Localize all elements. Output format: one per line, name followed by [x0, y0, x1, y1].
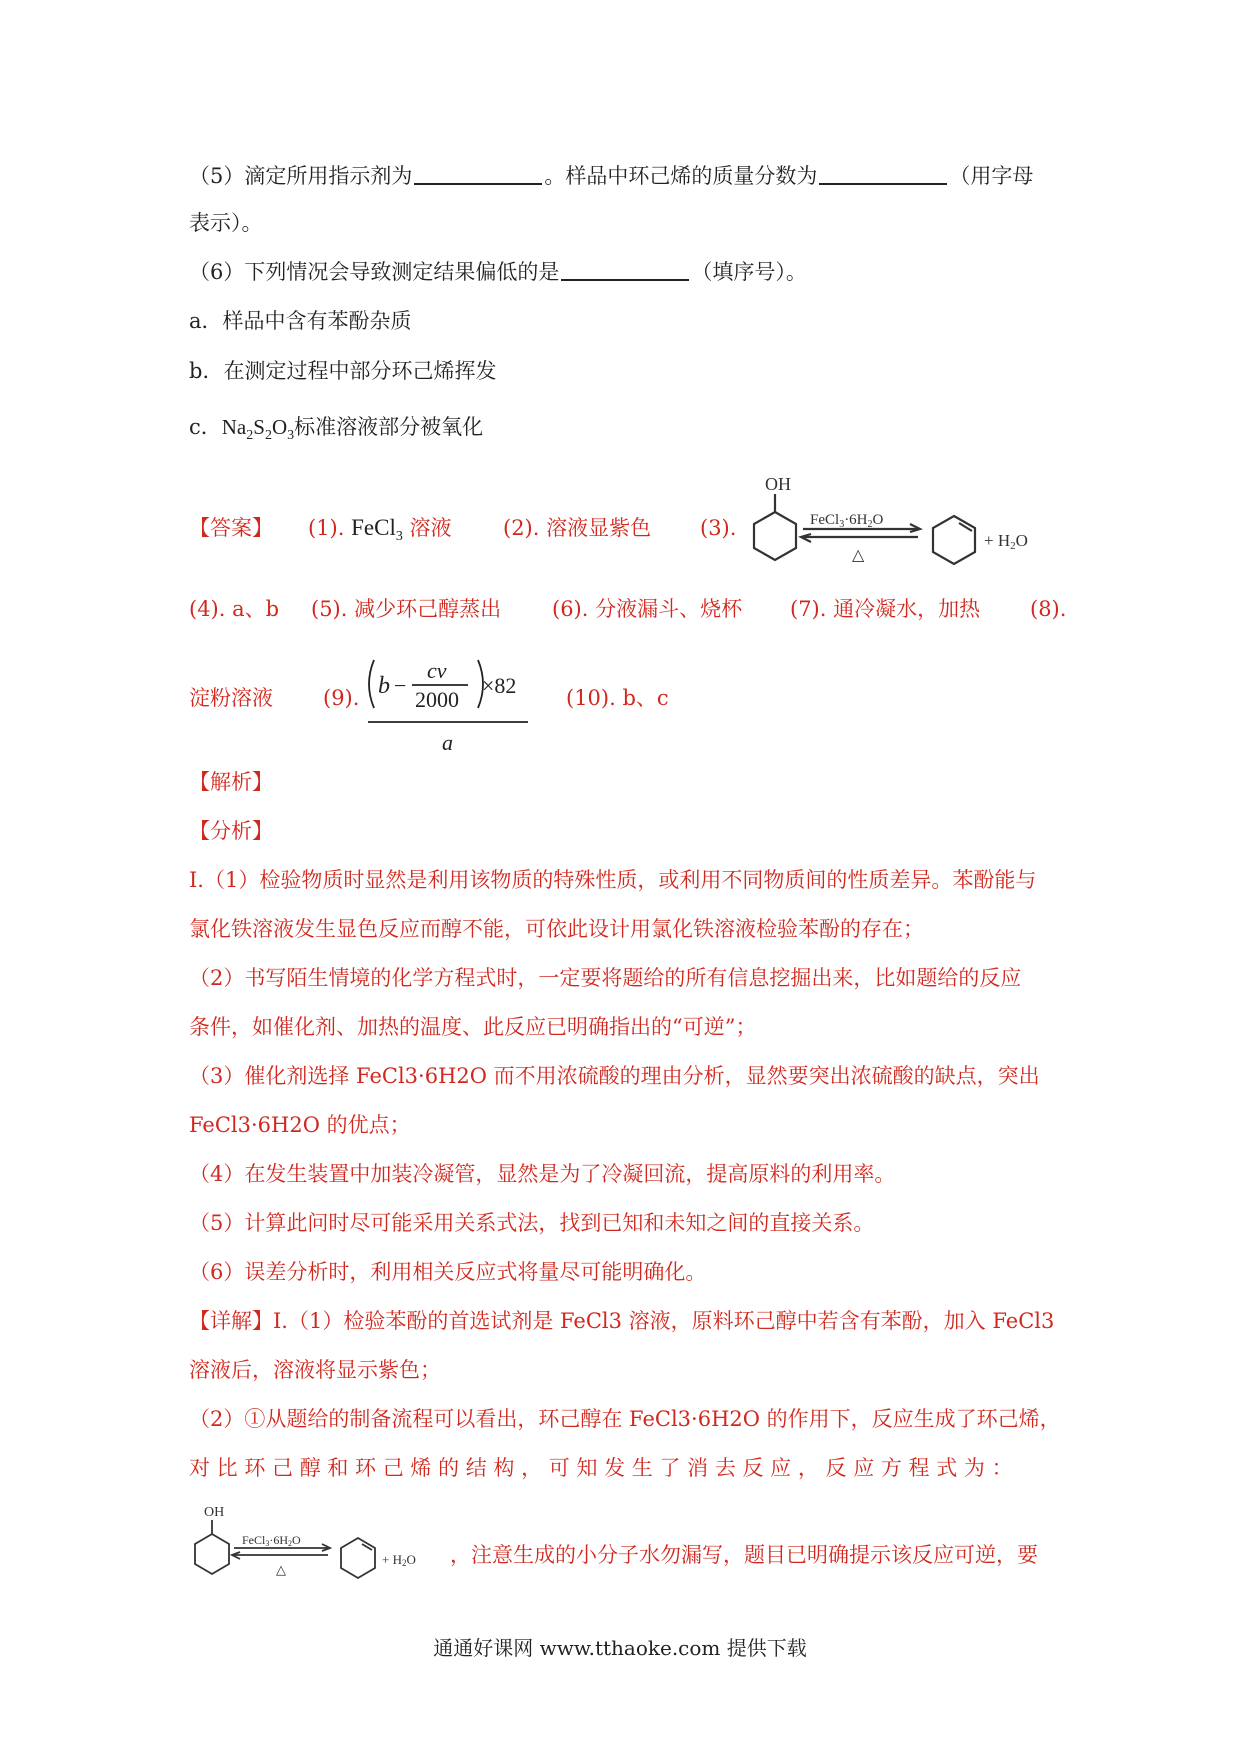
page-footer: 通通好课网 www.tthaoke.com 提供下载 [433, 1636, 807, 1660]
answer-6: (6). 分液漏斗、烧杯 [552, 597, 743, 621]
answer-8-num: (8). [1030, 597, 1067, 621]
analysis-line-5: （3）催化剂选择 FeCl3·6H2O 而不用浓硫酸的理由分析，显然要突出浓硫酸的缺点，突出 [189, 1064, 1040, 1088]
question-6 [189, 258, 807, 286]
answer-label: 【答案】 [189, 516, 273, 540]
detail-line-5: ，注意生成的小分子水勿漏写，题目已明确提示该反应可逆，要 [450, 1543, 1038, 1567]
detail-line-4: 对 比 环 己 醇 和 环 己 烯 的 结 构 ， 可 知 发 生 了 消 去 反 应 ， 反 应 方 程 式 为 ： [189, 1456, 1013, 1480]
catalyst-label: $FeCl_3\cdot 6H_2O$ [810, 512, 884, 530]
mass-fraction-formula [362, 650, 537, 760]
q6-text-2: （填序号）。 [691, 260, 807, 284]
analysis-line-2: 氯化铁溶液发生显色反应而醇不能，可依此设计用氯化铁溶液检验苯酚的存在； [189, 917, 924, 941]
q5-text-3: （用字母 [949, 164, 1034, 188]
reaction-scheme-answer [740, 470, 1060, 580]
svg-text:b: b [378, 673, 390, 699]
answer-1 [308, 514, 452, 551]
answer-7: (7). 通冷凝水，加热 [790, 597, 981, 621]
water-product: + H2O [984, 531, 1028, 552]
svg-text:OH: OH [204, 1505, 225, 1520]
option-c-prefix: c． [189, 415, 222, 439]
svg-text:−: − [394, 673, 407, 698]
answer-8-text: 淀粉溶液 [189, 686, 273, 710]
sodium-thiosulfate-formula: $Na_2S_2O_3$ [221, 415, 295, 443]
hydroxyl-label: OH [765, 474, 791, 494]
detail-line-3: （2）①从题给的制备流程可以看出，环己醇在 FeCl3·6H2O 的作用下，反应生成了环己烯， [189, 1407, 1061, 1431]
answer-2: (2). 溶液显紫色 [503, 516, 652, 540]
reaction-scheme-detail [186, 1500, 446, 1590]
detail-text-1: I.（1）检验苯酚的首选试剂是 FeCl3 溶液，原料环己醇中若含有苯酚，加入 FeCl3 [273, 1309, 1055, 1333]
detail-line-1 [189, 1307, 1054, 1335]
svg-text:cv: cv [427, 658, 447, 683]
svg-text:a: a [442, 730, 453, 755]
heat-symbol: △ [852, 547, 865, 564]
blank-mass-fraction [819, 163, 947, 185]
question-5-line1 [189, 162, 1033, 190]
analysis-line-8: （5）计算此问时尽可能采用关系式法，找到已知和未知之间的直接关系。 [189, 1211, 875, 1235]
answer-4: (4). a、b [189, 597, 280, 621]
q5-text-2: 。样品中环己烯的质量分数为 [544, 164, 818, 188]
option-a: a．样品中含有苯酚杂质 [189, 309, 412, 333]
analysis-line-4: 条件，如催化剂、加热的温度、此反应已明确指出的“可逆”； [189, 1015, 757, 1039]
option-c-text: 标准溶液部分被氧化 [294, 415, 484, 439]
detail-label: 【详解】 [189, 1309, 273, 1333]
analysis-label: 【解析】 [189, 770, 273, 794]
analysis-line-6: FeCl3·6H2O 的优点； [189, 1113, 411, 1137]
q6-text-1: （6）下列情况会导致测定结果偏低的是 [189, 260, 560, 284]
blank-indicator [414, 163, 542, 185]
cyclohexene-ring [341, 1538, 375, 1578]
analysis-line-1: I.（1）检验物质时显然是利用该物质的特殊性质，或利用不同物质间的性质差异。苯酚能与 [189, 868, 1037, 892]
svg-text:×82: ×82 [482, 673, 517, 698]
answer-1-num: (1). [308, 516, 345, 540]
blank-answer-6 [561, 259, 689, 281]
detail-line-2: 溶液后，溶液将显示紫色； [189, 1358, 441, 1382]
analysis-line-7: （4）在发生装置中加装冷凝管，显然是为了冷凝回流，提高原料的利用率。 [189, 1162, 896, 1186]
cyclohexanol-ring [195, 1534, 229, 1574]
answer-1-text: 溶液 [409, 516, 452, 540]
cyclohexanol-ring [754, 512, 796, 560]
svg-text:FeCl3·6H2O: FeCl3·6H2O [242, 1533, 301, 1548]
ferric-chloride-formula: FeCl$_3$ [351, 515, 403, 544]
reasoning-label: 【分析】 [189, 819, 273, 843]
q5-text-1: （5）滴定所用指示剂为 [189, 164, 413, 188]
answer-10: (10). b、c [566, 686, 669, 710]
answer-9-num: (9). [323, 686, 360, 710]
question-5-line2: 表示）。 [189, 211, 263, 235]
option-c [189, 413, 483, 450]
answer-3-num: (3). [700, 516, 737, 540]
svg-text:+ H2O: + H2O [382, 1552, 416, 1568]
answer-5: (5). 减少环己醇蒸出 [311, 597, 502, 621]
svg-text:△: △ [276, 1562, 286, 1577]
option-b: b．在测定过程中部分环己烯挥发 [189, 359, 497, 383]
analysis-line-3: （2）书写陌生情境的化学方程式时，一定要将题给的所有信息挖掘出来，比如题给的反应 [189, 966, 1022, 990]
cyclohexene-ring [933, 516, 975, 564]
analysis-line-9: （6）误差分析时，利用相关反应式将量尽可能明确化。 [189, 1260, 707, 1284]
svg-text:2000: 2000 [415, 687, 459, 712]
